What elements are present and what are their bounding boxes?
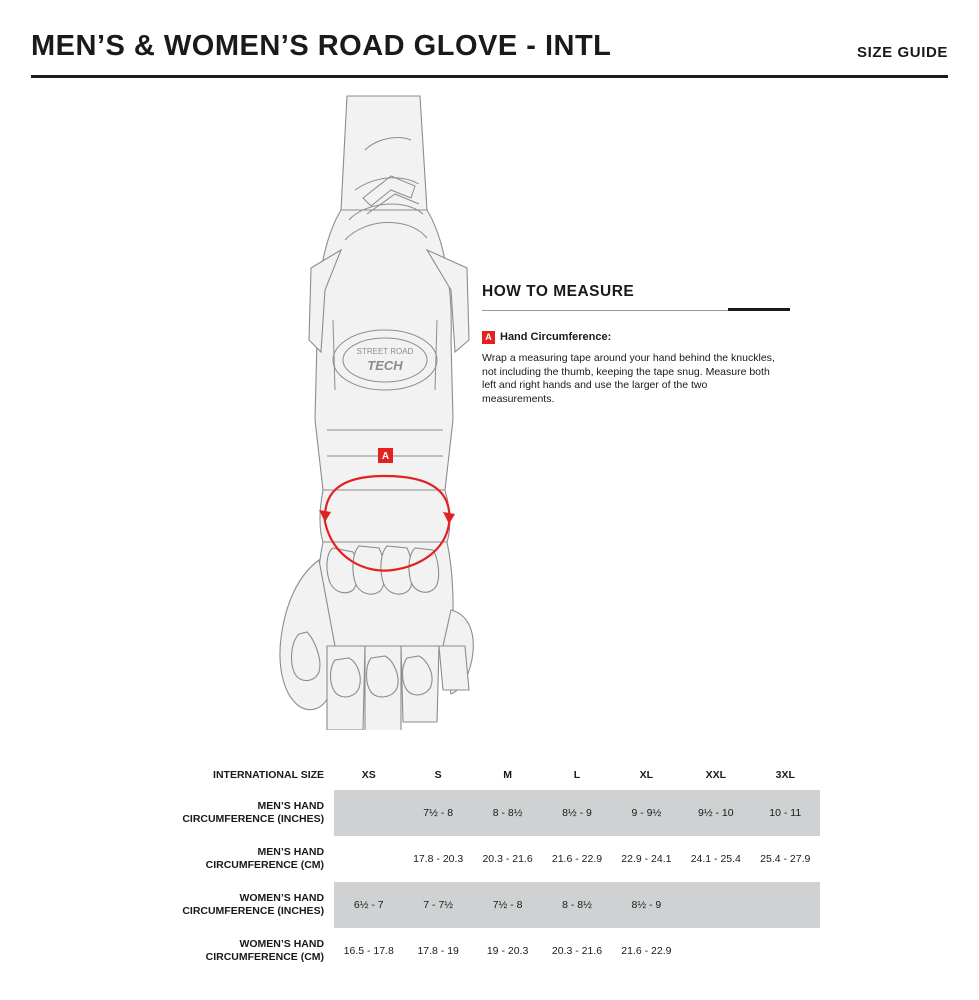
- column-header-s: S: [434, 769, 442, 781]
- table-cell: 25.4 - 27.9: [751, 836, 821, 882]
- table-cell: 8 - 8½: [473, 790, 542, 836]
- table-cell: 20.3 - 21.6: [473, 836, 542, 882]
- svg-text:A: A: [381, 451, 390, 462]
- international-size-label: INTERNATIONAL SIZE: [213, 768, 325, 781]
- table-cell: 9½ - 10: [681, 790, 750, 836]
- table-cell: [751, 928, 821, 974]
- table-cell: [681, 882, 750, 928]
- column-header-xxl: XXL: [705, 769, 726, 781]
- hand-circumference-instruction: [482, 331, 812, 406]
- table-cell: 24.1 - 25.4: [681, 836, 750, 882]
- row-label: WOMEN’S HAND CIRCUMFERENCE (INCHES): [182, 892, 325, 917]
- column-header-xs: XS: [361, 769, 376, 781]
- table-cell: 17.8 - 20.3: [403, 836, 472, 882]
- table-cell: 8½ - 9: [542, 790, 611, 836]
- table-cell: [751, 882, 821, 928]
- brand-text-top: STREET ROAD: [356, 347, 414, 356]
- column-header-3xl: 3XL: [775, 769, 795, 781]
- table-cell: [681, 928, 750, 974]
- table-cell: 8 - 8½: [542, 882, 611, 928]
- table-cell: 7½ - 8: [473, 882, 542, 928]
- brand-text-bottom: TECH: [367, 358, 403, 373]
- table-header-row: [160, 760, 820, 790]
- row-label: WOMEN’S HAND CIRCUMFERENCE (CM): [205, 938, 325, 963]
- table-cell: 19 - 20.3: [473, 928, 542, 974]
- table-cell: [334, 790, 403, 836]
- table-cell: 16.5 - 17.8: [334, 928, 403, 974]
- column-header-m: M: [503, 769, 512, 781]
- table-cell: 7½ - 8: [403, 790, 472, 836]
- size-guide-label: SIZE GUIDE: [856, 44, 948, 61]
- page-title: MEN’S & WOMEN’S ROAD GLOVE - INTL: [31, 30, 612, 62]
- page-header: [0, 0, 979, 78]
- instruction-text: Wrap a measuring tape around your hand behind the knuckles, not including the thumb, keeping the tape snug. Measure both left and right hands and use the larger of the two measurements.: [482, 352, 775, 405]
- size-table: [160, 760, 820, 974]
- table-cell: 21.6 - 22.9: [542, 836, 611, 882]
- table-cell: [334, 836, 403, 882]
- row-label: MEN’S HAND CIRCUMFERENCE (CM): [205, 846, 325, 871]
- table-cell: 7 - 7½: [403, 882, 472, 928]
- table-body: [160, 790, 820, 974]
- how-to-measure-divider-accent: [728, 308, 790, 311]
- table-row: [160, 836, 820, 882]
- column-header-l: L: [573, 769, 581, 781]
- table-cell: 9 - 9½: [612, 790, 681, 836]
- table-cell: 22.9 - 24.1: [612, 836, 681, 882]
- table-cell: 8½ - 9: [612, 882, 681, 928]
- table-cell: 17.8 - 19: [403, 928, 472, 974]
- how-to-measure-title: HOW TO MEASURE: [482, 283, 635, 300]
- instruction-label: Hand Circumference:: [500, 331, 612, 343]
- table-row: [160, 882, 820, 928]
- glove-illustration: [215, 90, 545, 730]
- how-to-measure-section: [482, 283, 812, 405]
- table-cell: 10 - 11: [751, 790, 821, 836]
- header-divider: [31, 75, 948, 78]
- table-row: [160, 790, 820, 836]
- table-cell: 21.6 - 22.9: [612, 928, 681, 974]
- table-cell: 20.3 - 21.6: [542, 928, 611, 974]
- column-header-xl: XL: [639, 769, 654, 781]
- instruction-badge-a: A: [482, 331, 495, 344]
- size-table-container: [160, 760, 820, 974]
- row-label: MEN’S HAND CIRCUMFERENCE (INCHES): [182, 800, 325, 825]
- table-cell: 6½ - 7: [334, 882, 403, 928]
- table-row: [160, 928, 820, 974]
